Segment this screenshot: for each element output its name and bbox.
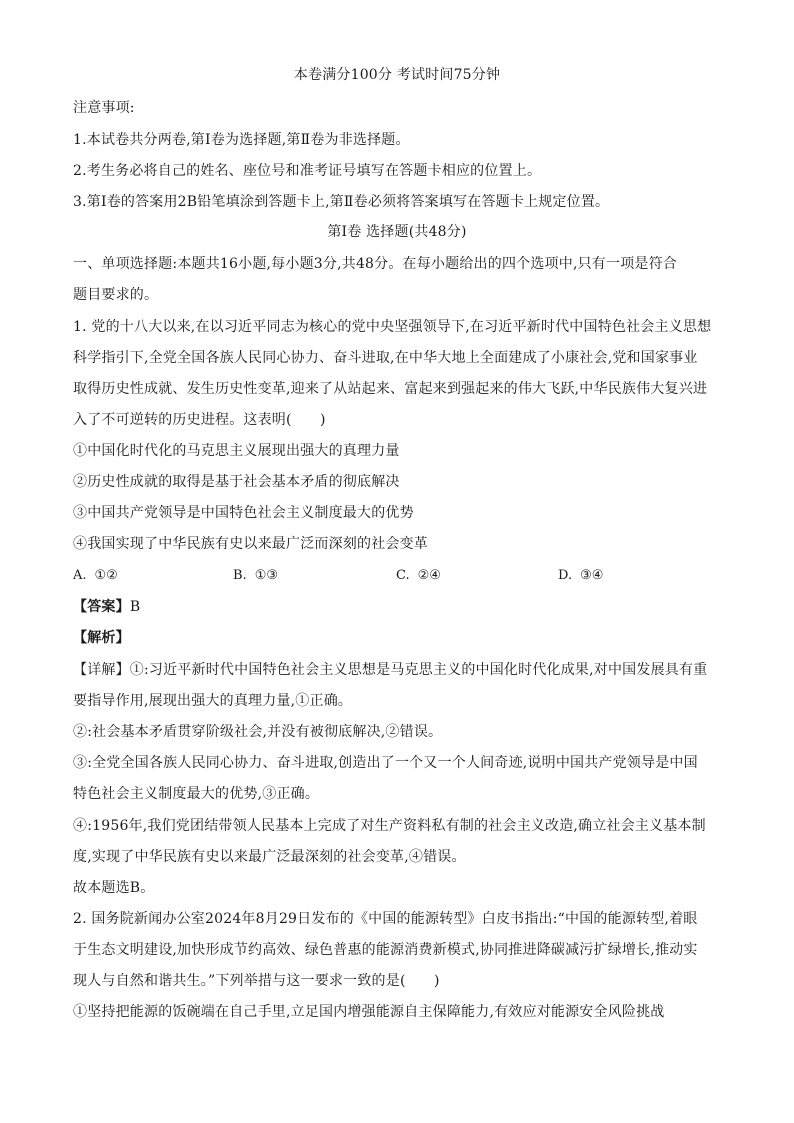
option-c <box>396 566 441 586</box>
explanation-line: 特色社会主义制度最大的优势,③正确。 <box>73 786 320 802</box>
section-instructions: 题目要求的。 <box>73 287 159 303</box>
question-1-stem: 科学指引下,全党全国各族人民同心协力、奋斗进取,在中华大地上全面建成了小康社会,党和国家事业 <box>73 350 698 366</box>
answer-line <box>73 597 140 617</box>
question-1-options <box>73 566 713 586</box>
option-b <box>233 566 278 586</box>
notes-title: 注意事项: <box>73 100 135 116</box>
question-2-stem: 2. 国务院新闻办公室2024年8月29日发布的《中国的能源转型》白皮书指出:“中国的能源转型,着眼 <box>73 911 698 927</box>
question-1-statement: ④我国实现了中华民族有史以来最广泛而深刻的社会变革 <box>73 536 428 552</box>
question-1-stem: 入了不可逆转的历史进程。这表明( ) <box>73 412 326 428</box>
explanation-line: 【详解】①:习近平新时代中国特色社会主义思想是马克思主义的中国化时代化成果,对中国发展具有重 <box>73 662 708 678</box>
option-letter: D. <box>558 568 573 583</box>
explanation-line: 要指导作用,展现出强大的真理力量,①正确。 <box>73 693 353 709</box>
option-text: ①③ <box>254 568 278 583</box>
question-2-stem: 于生态文明建设,加快形成节约高效、绿色普惠的能源消费新模式,协同推进降碳减污扩绿增长,推动实 <box>73 942 698 958</box>
option-text: ③④ <box>580 568 604 583</box>
analysis-label-text: 【解析】 <box>73 630 130 646</box>
exam-info-header: 本卷满分100分 考试时间75分钟 <box>293 67 501 83</box>
option-d <box>558 566 603 586</box>
question-1-statement: ③中国共产党领导是中国特色社会主义制度最大的优势 <box>73 505 414 521</box>
question-1-stem: 取得历史性成就、发生历史性变革,迎来了从站起来、富起来到强起来的伟大飞跃,中华民族伟大复兴进 <box>73 381 708 397</box>
explanation-line: ③:全党全国各族人民同心协力、奋斗进取,创造出了一个又一个人间奇迹,说明中国共产党领导是中国 <box>73 755 698 771</box>
question-1-statement: ②历史性成就的取得是基于社会基本矛盾的彻底解决 <box>73 474 400 490</box>
explanation-conclusion: 故本题选B。 <box>73 880 155 896</box>
option-a <box>73 566 118 586</box>
explanation-line: ②:社会基本矛盾贯穿阶级社会,并没有被彻底解决,②错误。 <box>73 724 443 740</box>
question-2-stem: 现人与自然和谐共生。”下列举措与这一要求一致的是( ) <box>73 973 440 989</box>
explanation-line: 度,实现了中华民族有史以来最广泛最深刻的社会变革,④错误。 <box>73 849 466 865</box>
explanation-line: ④:1956年,我们党团结带领人民基本上完成了对生产资料私有制的社会主义改造,确立社会主义基本制 <box>73 818 706 834</box>
notes-item: 1.本试卷共分两卷,第Ⅰ卷为选择题,第Ⅱ卷为非选择题。 <box>73 132 410 148</box>
option-text: ①② <box>94 568 118 583</box>
question-1-stem: 1. 党的十八大以来,在以习近平同志为核心的党中央坚强领导下,在习近平新时代中国特色社会主义思想 <box>73 319 712 335</box>
section-instructions: 一、单项选择题:本题共16小题,每小题3分,共48分。在每小题给出的四个选项中,只有一项是符合 <box>73 256 678 272</box>
question-2-statement: ①坚持把能源的饭碗端在自己手里,立足国内增强能源自主保障能力,有效应对能源安全风险挑战 <box>73 1004 665 1020</box>
option-letter: B. <box>233 568 247 583</box>
option-text: ②④ <box>417 568 441 583</box>
analysis-label <box>73 628 130 648</box>
answer-value: B <box>129 599 141 615</box>
section-title: 第Ⅰ卷 选择题(共48分) <box>327 224 467 240</box>
question-1-statement: ①中国化时代化的马克思主义展现出强大的真理力量 <box>73 443 400 459</box>
option-letter: C. <box>396 568 410 583</box>
notes-item: 2.考生务必将自己的姓名、座位号和准考证号填写在答题卡相应的位置上。 <box>73 163 542 179</box>
option-letter: A. <box>73 568 87 583</box>
answer-label: 【答案】 <box>73 599 130 615</box>
notes-item: 3.第Ⅰ卷的答案用2B铅笔填涂到答题卡上,第Ⅱ卷必须将答案填写在答题卡上规定位置。 <box>73 194 610 210</box>
